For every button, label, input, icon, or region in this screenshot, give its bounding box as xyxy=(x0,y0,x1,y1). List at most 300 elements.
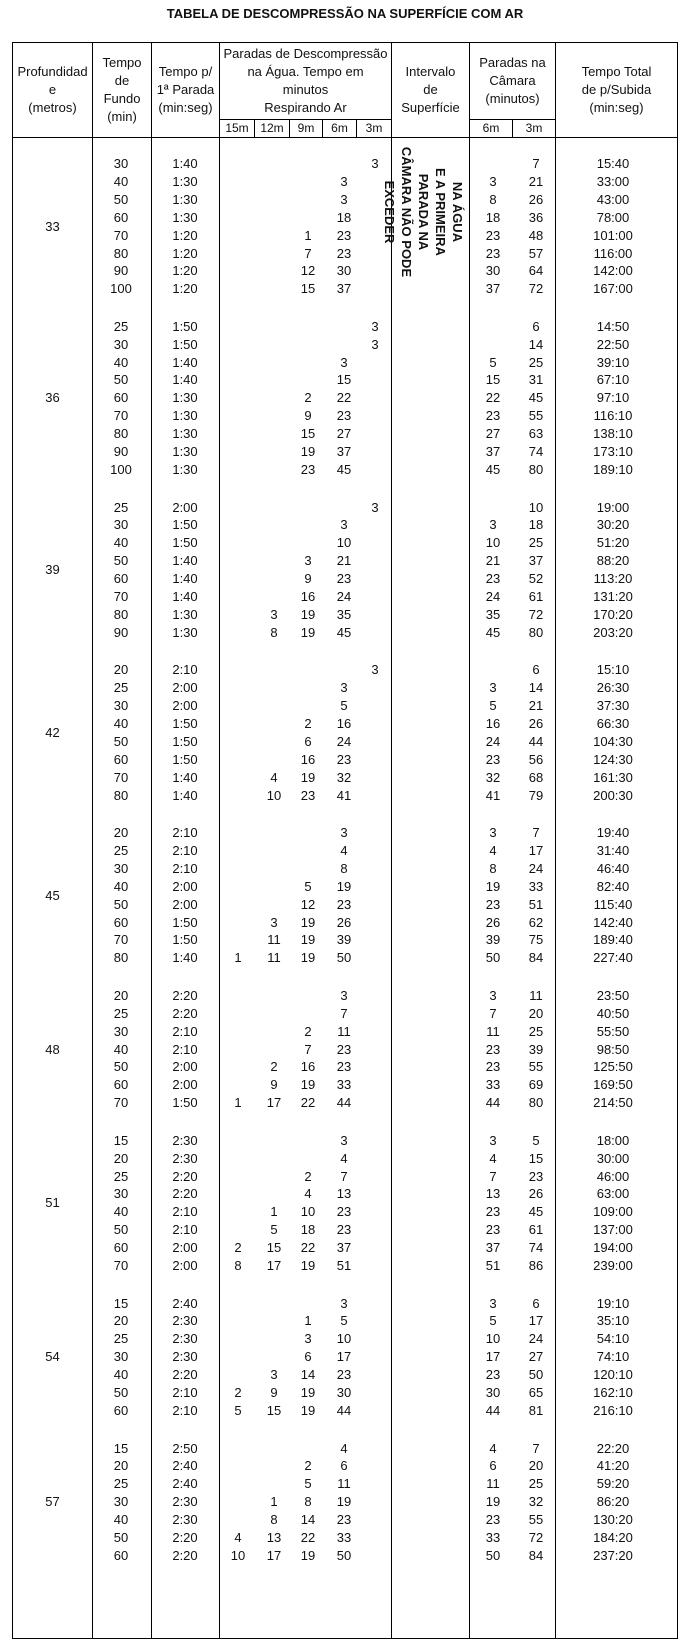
cell-first-stop: 1:30 xyxy=(172,461,198,477)
table-row xyxy=(13,1132,677,1150)
table-row xyxy=(13,336,677,354)
cell-first-stop: 1:30 xyxy=(172,209,198,225)
cell-chamber-3m: 55 xyxy=(528,1059,544,1075)
cell-total-time: 142:00 xyxy=(593,263,633,279)
cell-bottom-time: 60 xyxy=(113,1547,129,1563)
cell-total-time: 39:10 xyxy=(596,354,630,370)
table-row xyxy=(13,371,677,389)
cell-chamber-3m: 84 xyxy=(528,950,544,966)
cell-chamber-6m: 10 xyxy=(485,535,501,551)
cell-first-stop: 1:50 xyxy=(172,914,198,930)
cell-stop-9m: 16 xyxy=(300,751,316,767)
cell-chamber-6m: 22 xyxy=(485,390,501,406)
cell-first-stop: 2:30 xyxy=(172,1349,198,1365)
cell-bottom-time: 30 xyxy=(113,860,129,876)
cell-stop-6m: 15 xyxy=(336,372,352,388)
cell-stop-9m: 2 xyxy=(304,715,312,731)
cell-stop-6m: 3 xyxy=(340,1295,348,1311)
cell-chamber-6m: 45 xyxy=(485,461,501,477)
cell-bottom-time: 50 xyxy=(113,733,129,749)
table-row xyxy=(13,443,677,461)
depth-group xyxy=(13,987,677,1112)
cell-total-time: 19:10 xyxy=(596,1295,630,1311)
cell-stop-6m: 22 xyxy=(336,390,352,406)
cell-total-time: 19:40 xyxy=(596,825,630,841)
cell-stop-3m xyxy=(353,443,397,461)
cell-stop-12m: 15 xyxy=(266,1240,282,1256)
cell-stop-3m xyxy=(353,1005,397,1023)
cell-stop-3m xyxy=(353,173,397,191)
table-row xyxy=(13,769,677,787)
cell-bottom-time: 70 xyxy=(113,769,129,785)
cell-first-stop: 2:40 xyxy=(172,1295,198,1311)
cell-total-time: 46:00 xyxy=(596,1168,630,1184)
cell-stop-9m: 2 xyxy=(304,1023,312,1039)
cell-total-time: 131:20 xyxy=(593,589,633,604)
cell-bottom-time: 25 xyxy=(113,842,129,858)
header-water-stops xyxy=(220,43,392,137)
cell-stop-3m: 3 xyxy=(371,156,379,171)
cell-bottom-time: 60 xyxy=(113,1402,129,1418)
cell-first-stop: 2:10 xyxy=(172,1222,198,1238)
cell-total-time: 161:30 xyxy=(593,769,633,785)
cell-bottom-time: 30 xyxy=(113,1494,129,1510)
table-row xyxy=(13,516,677,534)
table-row xyxy=(13,354,677,372)
depth-value: 39 xyxy=(45,562,60,578)
cell-total-time: 86:20 xyxy=(596,1494,630,1510)
cell-chamber-3m: 56 xyxy=(528,751,544,767)
cell-bottom-time: 70 xyxy=(113,1258,129,1274)
cell-bottom-time: 70 xyxy=(113,408,129,424)
cell-stop-3m xyxy=(353,1312,397,1330)
cell-stop-3m xyxy=(353,1529,397,1547)
cell-first-stop: 2:10 xyxy=(172,1023,198,1039)
cell-stop-6m: 3 xyxy=(340,987,348,1003)
header-chamber-label: Paradas na Câmara (minutos) xyxy=(479,55,546,106)
cell-first-stop: 1:40 xyxy=(172,787,198,803)
cell-stop-3m xyxy=(353,552,397,570)
cell-stop-6m: 39 xyxy=(336,932,352,948)
cell-first-stop: 1:40 xyxy=(172,553,198,569)
table-row xyxy=(13,1023,677,1041)
cell-chamber-3m: 25 xyxy=(528,1476,544,1492)
cell-stop-6m: 27 xyxy=(336,426,352,442)
cell-stop-3m xyxy=(353,425,397,443)
cell-stop-12m: 2 xyxy=(270,1059,278,1075)
cell-first-stop: 2:10 xyxy=(172,842,198,858)
cell-stop-3m xyxy=(353,209,397,227)
note-line: E A PRIMEIRA xyxy=(433,168,448,256)
cell-stop-9m: 19 xyxy=(300,769,316,785)
cell-bottom-time: 40 xyxy=(113,715,129,731)
cell-total-time: 189:40 xyxy=(593,932,633,948)
cell-stop-3m xyxy=(353,280,397,298)
cell-total-time: 116:10 xyxy=(593,408,633,424)
cell-stop-3m xyxy=(353,751,397,769)
cell-stop-6m: 41 xyxy=(336,787,352,803)
cell-chamber-6m: 41 xyxy=(485,787,501,803)
cell-total-time: 37:30 xyxy=(596,698,630,714)
cell-chamber-6m: 23 xyxy=(485,1059,501,1075)
cell-chamber-3m: 64 xyxy=(528,263,544,279)
cell-chamber-3m: 61 xyxy=(528,1222,544,1238)
cell-stop-6m: 26 xyxy=(336,914,352,930)
cell-chamber-3m: 15 xyxy=(528,1150,544,1166)
cell-stop-6m: 30 xyxy=(336,263,352,279)
cell-total-time: 18:00 xyxy=(596,1132,630,1148)
cell-chamber-6m: 11 xyxy=(486,1476,500,1492)
cell-stop-12m: 11 xyxy=(267,932,281,948)
table-row xyxy=(13,1239,677,1257)
table-row xyxy=(13,1185,677,1203)
cell-stop-6m: 23 xyxy=(336,227,352,243)
cell-stop-15m: 2 xyxy=(234,1385,242,1401)
table-row xyxy=(13,1312,677,1330)
cell-stop-6m: 4 xyxy=(340,1440,348,1456)
cell-stop-6m: 23 xyxy=(336,1512,352,1528)
table-row xyxy=(13,1529,677,1547)
cell-total-time: 130:20 xyxy=(593,1512,633,1528)
cell-chamber-6m xyxy=(471,318,515,336)
cell-stop-6m: 50 xyxy=(336,950,352,966)
cell-bottom-time: 80 xyxy=(113,245,129,261)
cell-stop-3m xyxy=(353,245,397,263)
cell-total-time: 173:10 xyxy=(593,444,633,460)
cell-stop-6m: 23 xyxy=(336,1059,352,1075)
cell-first-stop: 1:50 xyxy=(172,932,198,948)
table-row xyxy=(13,1203,677,1221)
cell-stop-6m: 13 xyxy=(336,1186,352,1202)
cell-chamber-3m: 75 xyxy=(528,932,544,948)
cell-total-time: 41:20 xyxy=(596,1458,630,1474)
table-row xyxy=(13,733,677,751)
cell-chamber-6m: 19 xyxy=(485,878,501,894)
cell-chamber-3m: 36 xyxy=(528,209,544,225)
cell-chamber-6m xyxy=(471,155,515,173)
cell-stop-3m: 3 xyxy=(371,336,379,352)
cell-first-stop: 1:30 xyxy=(172,444,198,460)
cell-stop-9m: 19 xyxy=(300,914,316,930)
cell-bottom-time: 50 xyxy=(113,1385,129,1401)
table-row xyxy=(13,245,677,263)
cell-total-time: 162:10 xyxy=(593,1385,633,1401)
cell-first-stop: 1:30 xyxy=(172,173,198,189)
cell-chamber-6m: 23 xyxy=(485,1367,501,1383)
cell-total-time: 54:10 xyxy=(596,1331,630,1347)
cell-bottom-time: 60 xyxy=(113,390,129,406)
table-row xyxy=(13,896,677,914)
cell-chamber-6m: 21 xyxy=(485,553,501,569)
table-row xyxy=(13,1221,677,1239)
cell-chamber-6m: 23 xyxy=(485,1512,501,1528)
cell-chamber-3m: 48 xyxy=(528,227,544,243)
cell-chamber-3m: 25 xyxy=(528,535,544,551)
cell-chamber-3m: 32 xyxy=(528,1494,544,1510)
cell-stop-6m: 4 xyxy=(340,1150,348,1166)
cell-total-time: 22:50 xyxy=(596,336,630,352)
cell-total-time: 82:40 xyxy=(596,878,630,894)
cell-chamber-6m: 23 xyxy=(485,1041,501,1057)
depth-group xyxy=(13,155,677,298)
cell-chamber-6m: 23 xyxy=(485,408,501,424)
cell-bottom-time: 80 xyxy=(113,787,129,803)
cell-stop-9m: 19 xyxy=(300,1077,316,1093)
cell-bottom-time: 80 xyxy=(113,606,129,622)
cell-bottom-time: 90 xyxy=(113,624,129,640)
cell-chamber-6m: 32 xyxy=(485,769,501,785)
cell-first-stop: 1:20 xyxy=(172,263,198,279)
header-chamber xyxy=(470,43,556,137)
table-row xyxy=(13,1150,677,1168)
cell-bottom-time: 15 xyxy=(113,1295,129,1311)
cell-total-time: 101:00 xyxy=(593,227,633,243)
cell-stop-9m: 3 xyxy=(304,553,312,569)
cell-total-time: 138:10 xyxy=(593,426,633,442)
cell-total-time: 51:20 xyxy=(596,535,630,551)
cell-first-stop: 1:50 xyxy=(172,751,198,767)
cell-first-stop: 1:50 xyxy=(172,517,198,533)
cell-stop-6m: 7 xyxy=(340,1168,348,1184)
cell-stop-6m: 33 xyxy=(336,1530,352,1545)
cell-stop-6m: 4 xyxy=(340,842,348,858)
table-row xyxy=(13,1168,677,1186)
cell-bottom-time: 25 xyxy=(113,318,129,334)
table-row xyxy=(13,987,677,1005)
cell-stop-6m: 5 xyxy=(340,698,348,714)
cell-first-stop: 1:50 xyxy=(172,535,198,551)
cell-bottom-time: 50 xyxy=(113,372,129,388)
cell-first-stop: 2:10 xyxy=(172,825,198,841)
cell-stop-9m: 19 xyxy=(300,444,316,460)
depth-value: 45 xyxy=(45,887,60,903)
cell-chamber-3m: 17 xyxy=(528,1313,544,1329)
cell-first-stop: 1:40 xyxy=(172,571,198,587)
table-row xyxy=(13,787,677,805)
cell-chamber-6m xyxy=(471,499,515,517)
cell-stop-6m: 3 xyxy=(340,825,348,841)
cell-total-time: 19:00 xyxy=(596,499,630,515)
cell-stop-6m: 44 xyxy=(336,1402,352,1418)
cell-stop-3m xyxy=(353,1041,397,1059)
cell-first-stop: 2:20 xyxy=(172,1168,198,1184)
cell-stop-9m: 22 xyxy=(300,1530,316,1545)
cell-first-stop: 2:10 xyxy=(172,1385,198,1401)
cell-chamber-6m: 3 xyxy=(489,987,497,1003)
cell-stop-3m xyxy=(353,1203,397,1221)
cell-chamber-3m: 57 xyxy=(528,245,544,261)
cell-total-time: 116:00 xyxy=(593,245,633,261)
cell-chamber-6m: 5 xyxy=(489,698,497,714)
table-row xyxy=(13,679,677,697)
table-row xyxy=(13,389,677,407)
cell-stop-3m xyxy=(353,1076,397,1094)
cell-stop-9m: 3 xyxy=(304,1331,312,1347)
cell-chamber-3m: 50 xyxy=(528,1367,544,1383)
cell-chamber-6m: 27 xyxy=(485,426,501,442)
cell-stop-6m: 24 xyxy=(336,733,352,749)
cell-first-stop: 2:00 xyxy=(172,1240,198,1256)
cell-chamber-6m: 3 xyxy=(489,1132,497,1148)
table-row xyxy=(13,824,677,842)
cell-stop-6m: 37 xyxy=(336,281,352,297)
cell-first-stop: 2:10 xyxy=(172,1402,198,1418)
cell-bottom-time: 50 xyxy=(113,1059,129,1075)
cell-bottom-time: 30 xyxy=(113,336,129,352)
cell-stop-15m: 5 xyxy=(234,1402,242,1418)
cell-chamber-6m: 6 xyxy=(489,1458,497,1474)
cell-chamber-3m: 72 xyxy=(528,1530,544,1545)
cell-chamber-3m: 18 xyxy=(528,517,544,533)
cell-stop-9m: 19 xyxy=(300,624,316,640)
cell-bottom-time: 90 xyxy=(113,444,129,460)
cell-total-time: 239:00 xyxy=(593,1258,633,1274)
cell-stop-3m xyxy=(353,1168,397,1186)
cell-stop-6m: 3 xyxy=(340,173,348,189)
cell-stop-3m xyxy=(353,1295,397,1313)
cell-first-stop: 2:40 xyxy=(172,1458,198,1474)
cell-total-time: 169:50 xyxy=(593,1077,633,1093)
cell-stop-6m: 35 xyxy=(336,606,352,622)
cell-bottom-time: 20 xyxy=(113,662,129,678)
cell-chamber-6m: 23 xyxy=(485,227,501,243)
cell-first-stop: 2:10 xyxy=(172,860,198,876)
cell-chamber-6m: 18 xyxy=(485,209,501,225)
cell-bottom-time: 30 xyxy=(113,156,129,171)
cell-first-stop: 2:20 xyxy=(172,1186,198,1202)
cell-chamber-6m: 23 xyxy=(485,1204,501,1220)
cell-chamber-6m: 7 xyxy=(489,1005,497,1021)
cell-first-stop: 2:30 xyxy=(172,1494,198,1510)
cell-chamber-6m: 4 xyxy=(489,1440,497,1456)
cell-stop-3m xyxy=(353,842,397,860)
cell-stop-9m: 10 xyxy=(300,1204,316,1220)
cell-stop-3m xyxy=(353,1348,397,1366)
cell-chamber-3m: 63 xyxy=(528,426,544,442)
cell-chamber-6m: 5 xyxy=(489,354,497,370)
cell-chamber-3m: 25 xyxy=(528,354,544,370)
cell-stop-9m: 1 xyxy=(304,227,312,243)
cell-first-stop: 1:50 xyxy=(172,336,198,352)
cell-bottom-time: 100 xyxy=(110,281,132,297)
cell-stop-9m: 15 xyxy=(300,426,316,442)
table-row xyxy=(13,860,677,878)
cell-first-stop: 1:40 xyxy=(172,769,198,785)
cell-chamber-3m: 74 xyxy=(528,444,544,460)
cell-stop-6m: 44 xyxy=(336,1095,352,1111)
cell-chamber-6m: 24 xyxy=(485,733,501,749)
cell-stop-3m xyxy=(353,262,397,280)
cell-total-time: 98:50 xyxy=(596,1041,630,1057)
cell-total-time: 170:20 xyxy=(593,606,633,622)
table-row xyxy=(13,751,677,769)
table-row xyxy=(13,697,677,715)
cell-stop-3m xyxy=(353,534,397,552)
cell-stop-6m: 10 xyxy=(336,535,352,551)
cell-stop-6m: 5 xyxy=(340,1313,348,1329)
cell-chamber-6m: 26 xyxy=(485,914,501,930)
cell-chamber-3m: 6 xyxy=(532,318,540,334)
cell-chamber-3m: 14 xyxy=(528,336,544,352)
cell-stop-6m: 11 xyxy=(337,1023,351,1039)
cell-bottom-time: 15 xyxy=(113,1440,129,1456)
cell-chamber-6m: 19 xyxy=(485,1494,501,1510)
depth-group xyxy=(13,661,677,804)
table-row xyxy=(13,715,677,733)
cell-chamber-3m: 69 xyxy=(528,1077,544,1093)
cell-stop-3m xyxy=(353,1239,397,1257)
cell-first-stop: 2:30 xyxy=(172,1132,198,1148)
cell-bottom-time: 50 xyxy=(113,191,129,207)
cell-stop-6m: 21 xyxy=(336,553,352,569)
cell-chamber-6m: 3 xyxy=(489,1295,497,1311)
cell-stop-3m xyxy=(353,516,397,534)
depth-group xyxy=(13,1295,677,1420)
cell-bottom-time: 40 xyxy=(113,1512,129,1528)
cell-stop-3m xyxy=(353,769,397,787)
cell-total-time: 43:00 xyxy=(596,191,630,207)
table-title: TABELA DE DESCOMPRESSÃO NA SUPERFÍCIE COM AR xyxy=(166,6,524,21)
cell-chamber-3m: 80 xyxy=(528,1095,544,1111)
cell-stop-3m xyxy=(353,824,397,842)
header-chamber-3m: 3m xyxy=(525,121,543,135)
cell-first-stop: 1:50 xyxy=(172,318,198,334)
cell-stop-6m: 19 xyxy=(336,1494,352,1510)
cell-stop-15m: 4 xyxy=(234,1530,242,1545)
cell-bottom-time: 60 xyxy=(113,571,129,587)
depth-value: 33 xyxy=(45,218,60,234)
cell-chamber-3m: 86 xyxy=(528,1258,544,1274)
cell-chamber-6m: 37 xyxy=(485,1240,501,1256)
cell-total-time: 55:50 xyxy=(596,1023,630,1039)
cell-bottom-time: 20 xyxy=(113,1313,129,1329)
cell-stop-3m xyxy=(353,407,397,425)
cell-bottom-time: 20 xyxy=(113,987,129,1003)
depth-value: 54 xyxy=(45,1349,60,1365)
depth-value: 48 xyxy=(45,1041,60,1057)
cell-total-time: 30:00 xyxy=(596,1150,630,1166)
cell-stop-12m: 1 xyxy=(270,1204,278,1220)
cell-stop-3m xyxy=(353,733,397,751)
cell-stop-9m: 18 xyxy=(300,1222,316,1238)
table-row xyxy=(13,499,677,517)
cell-stop-15m: 1 xyxy=(234,1095,242,1111)
cell-stop-3m: 3 xyxy=(371,662,379,678)
cell-stop-6m: 50 xyxy=(336,1547,352,1563)
cell-chamber-6m: 23 xyxy=(485,751,501,767)
cell-chamber-3m: 24 xyxy=(528,860,544,876)
cell-chamber-6m: 8 xyxy=(489,191,497,207)
cell-stop-3m xyxy=(353,606,397,624)
cell-total-time: 14:50 xyxy=(596,318,630,334)
cell-first-stop: 2:10 xyxy=(172,662,198,678)
cell-first-stop: 1:50 xyxy=(172,715,198,731)
table-row xyxy=(13,262,677,280)
cell-stop-9m: 16 xyxy=(300,1059,316,1075)
cell-chamber-3m: 20 xyxy=(528,1458,544,1474)
cell-bottom-time: 40 xyxy=(113,878,129,894)
cell-stop-12m: 8 xyxy=(270,1512,278,1528)
cell-stop-12m: 13 xyxy=(266,1530,282,1545)
cell-stop-3m xyxy=(353,896,397,914)
cell-stop-15m: 2 xyxy=(234,1240,242,1256)
cell-bottom-time: 50 xyxy=(113,553,129,569)
cell-stop-3m xyxy=(353,227,397,245)
cell-stop-3m xyxy=(353,1366,397,1384)
table-row xyxy=(13,1547,677,1565)
cell-stop-9m: 2 xyxy=(304,1458,312,1474)
cell-stop-9m: 2 xyxy=(304,390,312,406)
